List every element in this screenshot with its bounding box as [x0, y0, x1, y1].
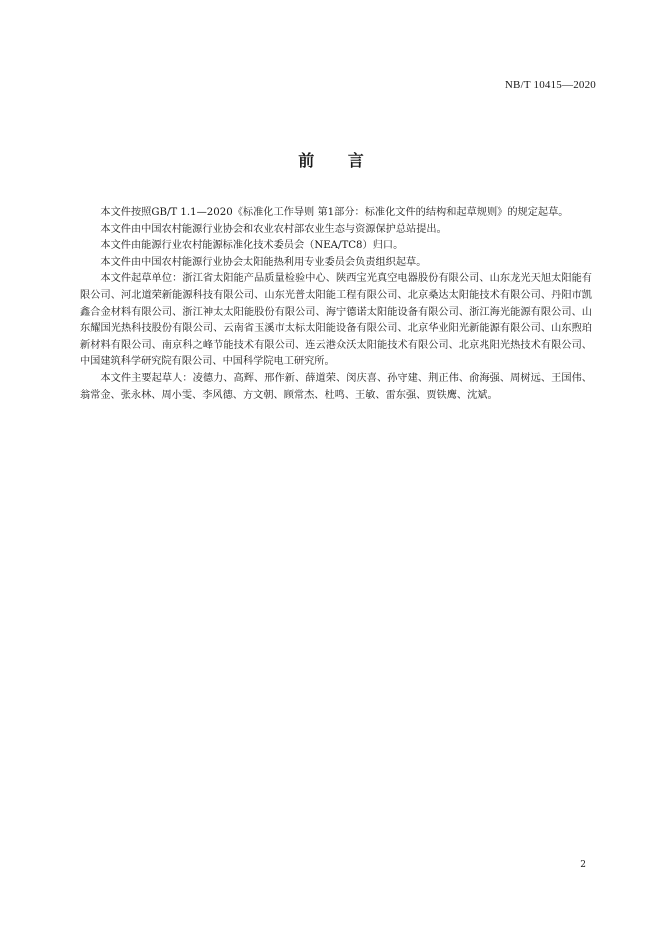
page-number: 2 [580, 860, 586, 870]
standard-code: NB/T 10415—2020 [504, 79, 596, 91]
paragraph-drafting-rules: 本文件按照GB/T 1.1—2020《标准化工作导则 第1部分：标准化文件的结构和起草规则》的规定起草。 [100, 207, 569, 218]
page-title: 前 言 [298, 151, 378, 170]
paragraph-proposer: 本文件由中国农村能源行业协会和农业农村部农业生态与资源保护总站提出。 [100, 223, 447, 235]
paragraph-drafters: 本文件主要起草人：凌德力、高辉、邢作新、薛道荣、闵庆喜、孙守建、荆正伟、俞海强、周树远、王国伟、翁常金、张永林、周小雯、李风德、方文朝、顾常杰、杜鸣、王敏、雷东强、贾铁鹰、沈斌。 [80, 372, 592, 401]
paragraph-technical-committee: 本文件由能源行业农村能源标准化技术委员会（NEA/TC8）归口。 [100, 240, 404, 252]
paragraph-drafting-units: 本文件起草单位：浙江省太阳能产品质量检验中心、陕西宝光真空电器股份有限公司、山东龙光天旭太阳能有限公司、河北道荣新能源科技有限公司、山东光普太阳能工程有限公司、北京桑达太阳能技术有限公司、丹阳市凯鑫合金材料有限公司、浙江神太太阳能股份有限公司、海宁德诺太阳能设备有限公司、浙江海光能源有限公司、山东耀国光热科技股份有限公司、云南省玉溪市太标太阳能设备有限公司、北京华业阳光新能源有限公司、山东煦珀新材料有限公司、南京科之峰节能技术有限公司、连云港众沃太阳能技术有限公司、北京兆阳光热技术有限公司、中国建筑科学研究院有限公司、中国科学院电工研究所。 [80, 273, 592, 368]
foreword-body [80, 205, 592, 404]
paragraph-organizer: 本文件由中国农村能源行业协会太阳能热利用专业委员会负责组织起草。 [100, 256, 427, 268]
